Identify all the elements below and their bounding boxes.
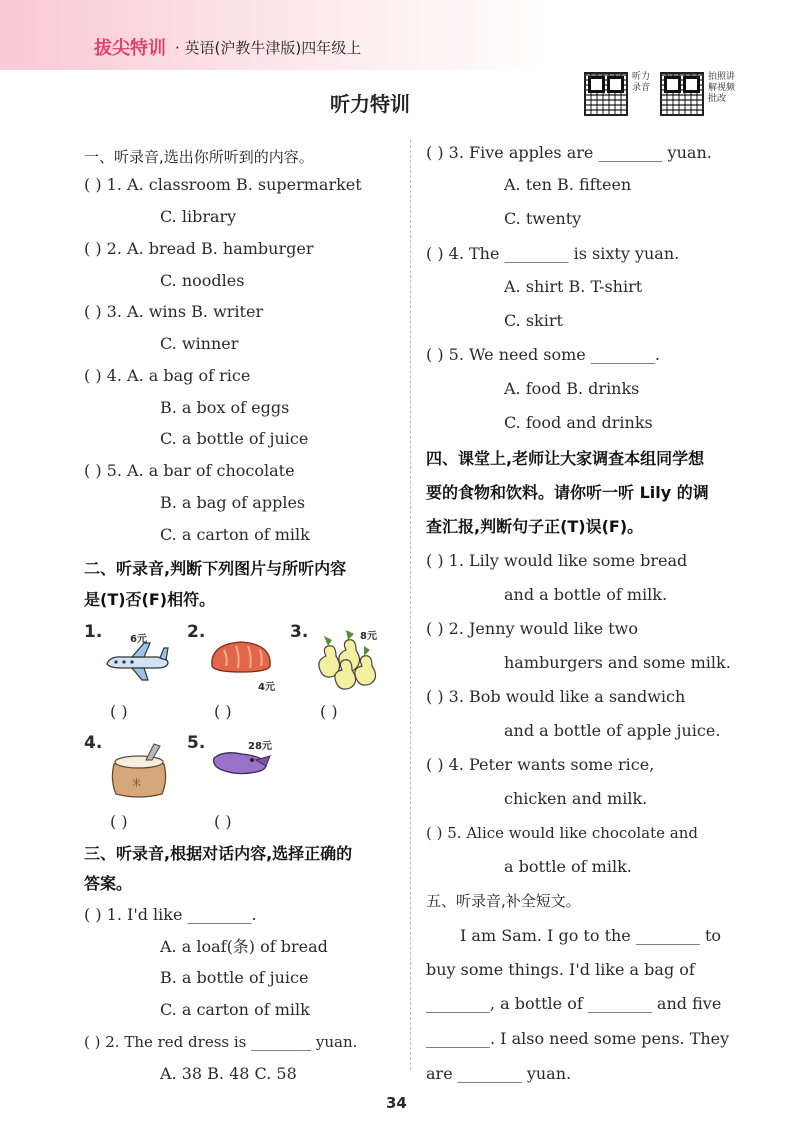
picture-number: 2. — [187, 622, 206, 642]
column-divider — [410, 140, 411, 1070]
qr-label-audio: 听力录音 — [632, 72, 651, 93]
option-line: C. winner — [160, 334, 239, 353]
price-label: 6元 — [130, 634, 147, 645]
picture-number: 4. — [84, 733, 103, 753]
answer-paren: ( ) — [320, 702, 338, 721]
page-number: 34 — [386, 1094, 407, 1112]
question-line: ( ) 1. A. classroom B. supermarket — [84, 175, 362, 194]
part2-heading: 是(T)否(F)相符。 — [84, 590, 216, 609]
question-line: ( ) 1. Lily would like some bread — [426, 551, 688, 570]
price-label: 28元 — [248, 741, 272, 752]
option-line: C. skirt — [504, 311, 563, 330]
question-line: ( ) 2. A. bread B. hamburger — [84, 239, 314, 258]
qr-label-video: 拍照讲解视频批改 — [708, 72, 736, 104]
option-line: C. library — [160, 207, 237, 226]
option-line: C. a carton of milk — [160, 1000, 310, 1019]
question-line: ( ) 5. Alice would like chocolate and — [426, 824, 698, 842]
passage-line: I am Sam. I go to the ________ to — [460, 926, 721, 945]
airplane-icon — [102, 640, 172, 682]
svg-text:米: 米 — [132, 779, 142, 789]
passage-line: ________. I also need some pens. They — [426, 1029, 730, 1048]
price-label: 4元 — [258, 682, 275, 693]
part2-heading: 二、听录音,判断下列图片与所听内容 — [84, 559, 347, 578]
part3-heading: 三、听录音,根据对话内容,选择正确的 — [84, 844, 353, 863]
picture-number: 5. — [187, 733, 206, 753]
question-line: ( ) 2. The red dress is ________ yuan. — [84, 1033, 358, 1051]
question-line: ( ) 3. Five apples are ________ yuan. — [426, 143, 712, 162]
answer-paren: ( ) — [110, 702, 128, 721]
price-label: 8元 — [360, 631, 377, 642]
question-line: ( ) 4. A. a bag of rice — [84, 366, 251, 385]
option-line: A. a loaf(条) of bread — [160, 937, 328, 956]
option-line: C. food and drinks — [504, 413, 653, 432]
option-line: C. noodles — [160, 271, 245, 290]
option-line: B. a bottle of juice — [160, 968, 309, 987]
passage-line: ________, a bottle of ________ and five — [426, 994, 722, 1013]
bread-icon — [208, 636, 274, 676]
toy-icon — [208, 746, 274, 780]
part3-heading: 答案。 — [84, 874, 133, 893]
passage-line: buy some things. I'd like a bag of — [426, 960, 695, 979]
option-line: A. 38 B. 48 C. 58 — [160, 1064, 297, 1083]
subject-label: · 英语(沪教牛津版)四年级上 — [175, 39, 362, 57]
answer-paren: ( ) — [214, 812, 232, 831]
answer-paren: ( ) — [110, 812, 128, 831]
pears-icon — [314, 626, 380, 692]
continuation-line: and a bottle of apple juice. — [504, 721, 721, 740]
option-line: B. a box of eggs — [160, 398, 290, 417]
picture-number: 1. — [84, 622, 103, 642]
page-title: 听力特训 — [330, 92, 410, 116]
option-line: C. a carton of milk — [160, 525, 310, 544]
picture-number: 3. — [290, 622, 309, 642]
part4-heading: 要的食物和饮料。请你听一听 Lily 的调 — [426, 483, 709, 502]
answer-paren: ( ) — [214, 702, 232, 721]
qr-code-icon — [584, 72, 628, 116]
question-line: ( ) 5. A. a bar of chocolate — [84, 461, 295, 480]
question-line: ( ) 2. Jenny would like two — [426, 619, 638, 638]
rice-sack-icon — [106, 740, 172, 800]
part4-heading: 四、课堂上,老师让大家调查本组同学想 — [426, 449, 705, 468]
question-line: ( ) 5. We need some ________. — [426, 345, 660, 364]
option-line: A. ten B. fifteen — [504, 175, 632, 194]
continuation-line: hamburgers and some milk. — [504, 653, 731, 672]
continuation-line: chicken and milk. — [504, 789, 648, 808]
brand-title: 拔尖特训 — [94, 38, 166, 59]
option-line: C. a bottle of juice — [160, 429, 309, 448]
part5-heading: 五、听录音,补全短文。 — [426, 892, 581, 910]
continuation-line: and a bottle of milk. — [504, 585, 668, 604]
option-line: C. twenty — [504, 209, 582, 228]
part4-heading: 查汇报,判断句子正(T)误(F)。 — [426, 517, 644, 536]
question-line: ( ) 1. I'd like ________. — [84, 905, 257, 924]
part1-heading: 一、听录音,选出你所听到的内容。 — [84, 148, 314, 166]
question-line: ( ) 3. A. wins B. writer — [84, 302, 264, 321]
passage-line: are ________ yuan. — [426, 1064, 572, 1083]
option-line: B. a bag of apples — [160, 493, 306, 512]
option-line: A. shirt B. T-shirt — [504, 277, 643, 296]
question-line: ( ) 4. The ________ is sixty yuan. — [426, 244, 680, 263]
option-line: A. food B. drinks — [504, 379, 640, 398]
question-line: ( ) 3. Bob would like a sandwich — [426, 687, 686, 706]
qr-code-icon — [660, 72, 704, 116]
continuation-line: a bottle of milk. — [504, 857, 632, 876]
question-line: ( ) 4. Peter wants some rice, — [426, 755, 655, 774]
